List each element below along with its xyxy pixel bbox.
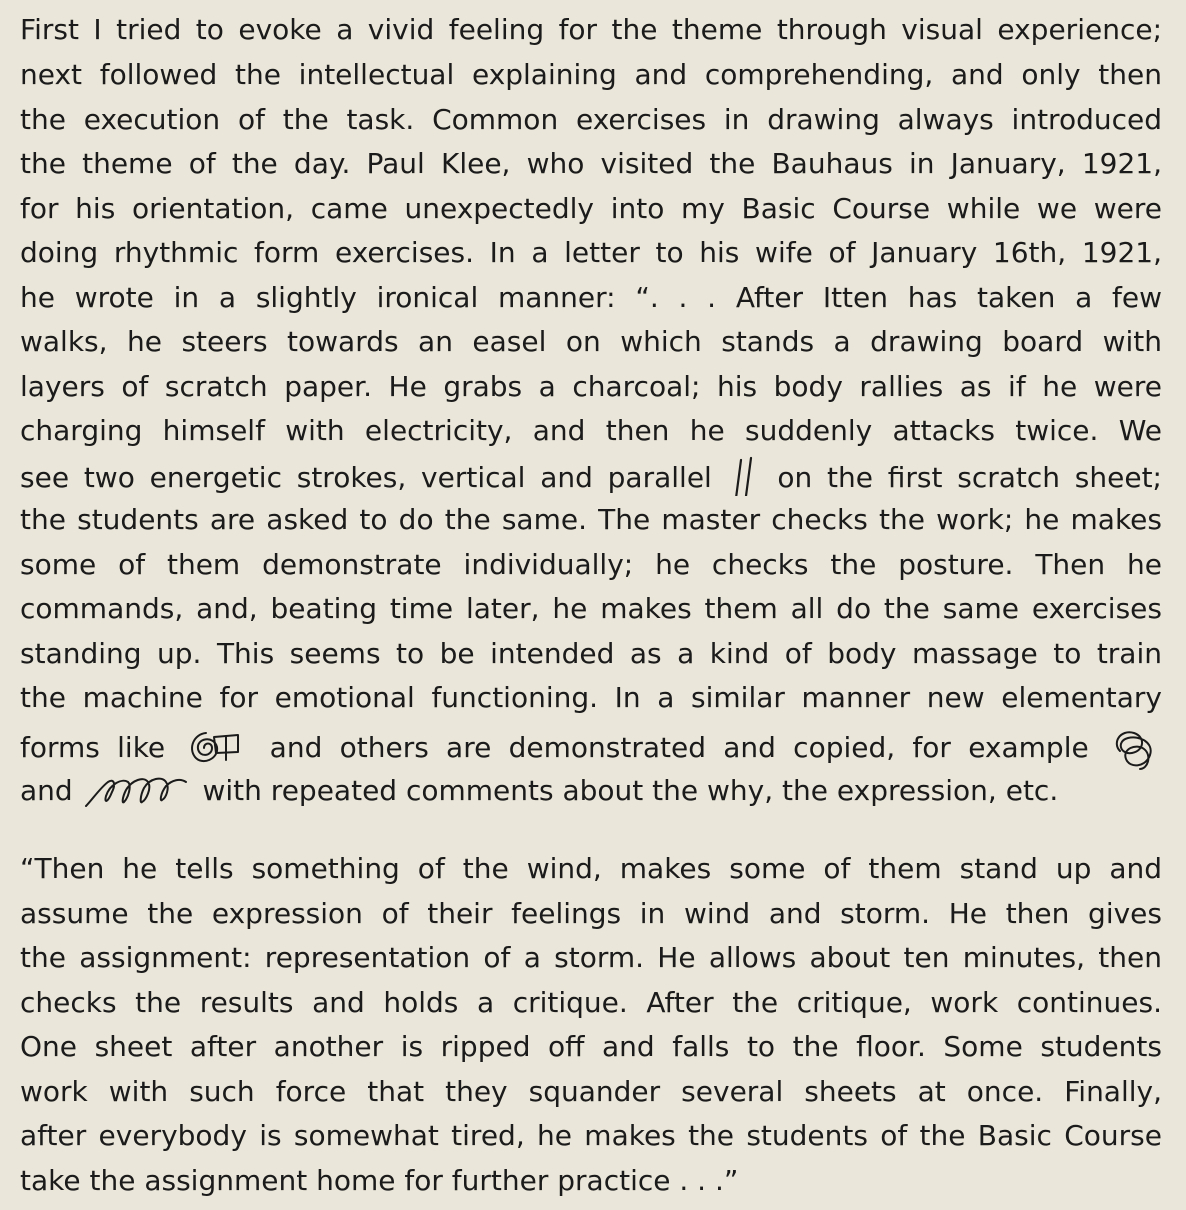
text-line-with-sketch: [20, 725, 1162, 771]
text-segment: on the first scratch sheet;: [777, 461, 1162, 494]
two-parallel-strokes-sketch: [727, 456, 763, 496]
text-line: One sheet after another is ripped off and falls to the floor. Some students: [20, 1030, 1162, 1063]
text-line: “Then he tells something of the wind, makes some of them stand up and: [20, 852, 1162, 885]
wave-loop-form-sketch: [82, 774, 194, 810]
text-line: some of them demonstrate individually; he checks the posture. Then he: [20, 548, 1162, 581]
text-segment: and others are demonstrated and copied, for example: [269, 731, 1089, 764]
text-line: commands, and, beating time later, he makes them all do the same exercises: [20, 592, 1162, 625]
text-line: next followed the intellectual explaining and comprehending, and only then: [20, 58, 1162, 91]
text-line-last: take the assignment home for further practice . . .”: [20, 1164, 739, 1197]
text-line: work with such force that they squander several sheets at once. Finally,: [20, 1075, 1162, 1108]
text-line: walks, he steers towards an easel on which stands a drawing board with: [20, 325, 1162, 358]
text-line: the students are asked to do the same. The master checks the work; he makes: [20, 503, 1162, 536]
text-line: doing rhythmic form exercises. In a letter to his wife of January 16th, 1921,: [20, 236, 1162, 269]
text-line: the theme of the day. Paul Klee, who visited the Bauhaus in January, 1921,: [20, 147, 1162, 180]
spiral-square-form-sketch: [182, 728, 252, 770]
text-line: for his orientation, came unexpectedly into my Basic Course while we were: [20, 192, 1162, 225]
text-line: First I tried to evoke a vivid feeling for the theme through visual experience;: [20, 13, 1162, 46]
text-line: he wrote in a slightly ironical manner: “. . . After Itten has taken a few: [20, 281, 1162, 314]
text-segment: with repeated comments about the why, the expression, etc.: [202, 774, 1059, 807]
text-line: standing up. This seems to be intended as a kind of body massage to train: [20, 637, 1162, 670]
text-line-with-sketch: [20, 456, 1162, 496]
text-line: after everybody is somewhat tired, he makes the students of the Basic Course: [20, 1119, 1162, 1152]
text-segment: see two energetic strokes, vertical and parallel: [20, 461, 712, 494]
text-line: checks the results and holds a critique. After the critique, work continues.: [20, 986, 1162, 1019]
text-segment: forms like: [20, 731, 166, 764]
text-line-with-sketch: [20, 771, 1162, 817]
text-line: layers of scratch paper. He grabs a charcoal; his body rallies as if he were: [20, 370, 1162, 403]
text-line: charging himself with electricity, and then he suddenly attacks twice. We: [20, 414, 1162, 447]
text-line: the machine for emotional functioning. In a similar manner new elementary: [20, 681, 1162, 714]
looping-knot-form-sketch: [1106, 725, 1162, 771]
text-line: assume the expression of their feelings in wind and storm. He then gives: [20, 897, 1162, 930]
text-line: the assignment: representation of a storm. He allows about ten minutes, then: [20, 941, 1162, 974]
text-segment: and: [20, 774, 73, 807]
text-line: the execution of the task. Common exercises in drawing always introduced: [20, 103, 1162, 136]
